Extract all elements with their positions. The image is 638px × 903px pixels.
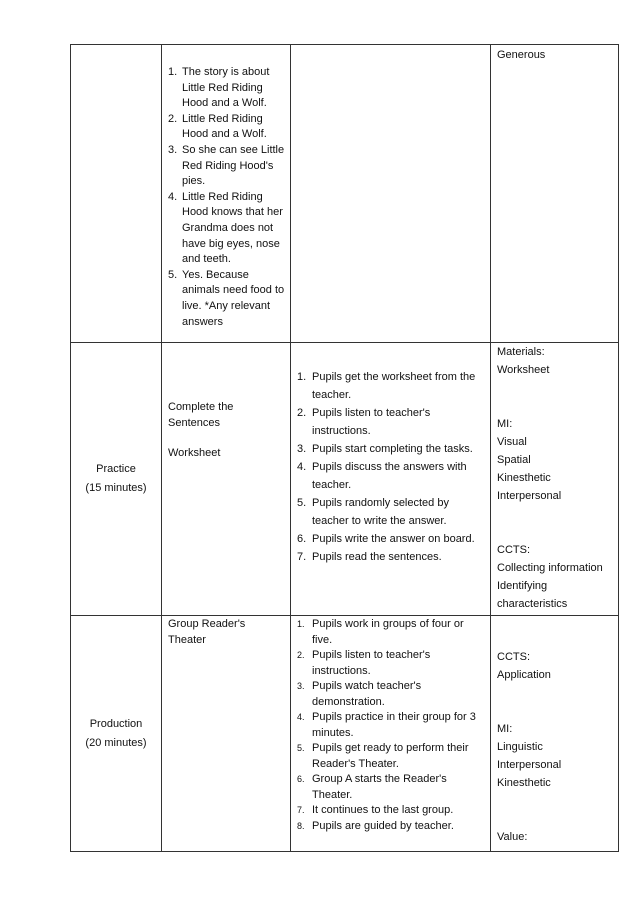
materials-label: Materials: [497, 346, 545, 358]
stage-name: Practice [96, 463, 136, 475]
list-item: 7. It continues to the last group. [297, 804, 454, 816]
value-text: Generous [497, 49, 546, 61]
stage-duration: (20 minutes) [85, 736, 147, 749]
list-item: 7. Pupils read the sentences. [297, 551, 442, 563]
activity-cell [162, 343, 291, 616]
mi-value: Kinesthetic [497, 472, 551, 484]
list-item: 4. Pupils practice in their group for 3 minutes. [297, 711, 476, 739]
mi-value: Visual [497, 436, 527, 448]
lesson-plan-table [70, 44, 619, 852]
mi-value: Interpersonal [497, 490, 562, 502]
list-item: 8. Pupils are guided by teacher. [297, 819, 454, 832]
stage-cell [71, 616, 162, 852]
list-item: 3. Pupils watch teacher's demonstration. [297, 680, 422, 708]
table-row [71, 343, 619, 616]
steps-cell [291, 616, 491, 852]
mi-value: Spatial [497, 454, 531, 466]
list-item: 5. Yes. Because animals need food to live. *Any relevant answers [168, 268, 285, 328]
ccts-value: Application [497, 669, 551, 681]
production-steps-list [297, 617, 486, 834]
list-item: 4. Pupils discuss the answers with teacher. [297, 461, 467, 491]
mi-value: Interpersonal [497, 759, 562, 771]
notes-cell [491, 616, 619, 852]
ccts-value: Identifying characteristics [497, 580, 568, 610]
value-label: Value: [497, 831, 528, 843]
activity-cell [162, 616, 291, 852]
activity-material: Worksheet [168, 447, 221, 460]
stage-duration: (15 minutes) [85, 482, 147, 494]
steps-cell [291, 343, 491, 616]
practice-steps-list [297, 368, 486, 566]
ccts-label: CCTS: [497, 651, 530, 663]
list-item: 2. Pupils listen to teacher's instructions. [297, 649, 431, 677]
list-item: 5. Pupils get ready to perform their Reader's Theater. [297, 742, 469, 770]
table-row [71, 616, 619, 852]
stage-cell [71, 343, 162, 616]
mi-value: Kinesthetic [497, 777, 551, 789]
list-item: 3. So she can see Little Red Riding Hood's pies. [168, 143, 285, 188]
ccts-label: CCTS: [497, 544, 530, 556]
list-item: 5. Pupils randomly selected by teacher to write the answer. [297, 497, 449, 527]
list-item: 1. Pupils get the worksheet from the teacher. [297, 371, 476, 401]
answers-list [168, 65, 286, 330]
list-item: 6. Pupils write the answer on board. [297, 533, 475, 545]
activity-title: Complete the Sentences [168, 401, 234, 429]
ccts-value: Collecting information [497, 562, 603, 574]
answers-cell [162, 45, 291, 343]
mi-label: MI: [497, 418, 513, 430]
list-item: 1. The story is about Little Red Riding Hood and a Wolf. [168, 66, 270, 110]
materials-value: Worksheet [497, 364, 550, 376]
activity-title: Group Reader's Theater [168, 618, 246, 646]
notes-cell [491, 45, 619, 343]
stage-name: Production [89, 717, 143, 730]
list-item: 1. Pupils work in groups of four or five. [297, 618, 464, 646]
mi-label: MI: [497, 723, 513, 735]
list-item: 2. Little Red Riding Hood and a Wolf. [168, 112, 267, 141]
list-item: 4. Little Red Riding Hood knows that her Grandma does not have big eyes, nose and teeth. [168, 190, 283, 266]
table-row [71, 45, 619, 343]
list-item: 3. Pupils start completing the tasks. [297, 443, 473, 455]
steps-cell-empty [291, 45, 491, 343]
notes-cell [491, 343, 619, 616]
mi-value: Linguistic [497, 741, 543, 753]
list-item: 6. Group A starts the Reader's Theater. [297, 773, 447, 801]
stage-cell-empty [71, 45, 162, 343]
list-item: 2. Pupils listen to teacher's instructions. [297, 407, 431, 437]
